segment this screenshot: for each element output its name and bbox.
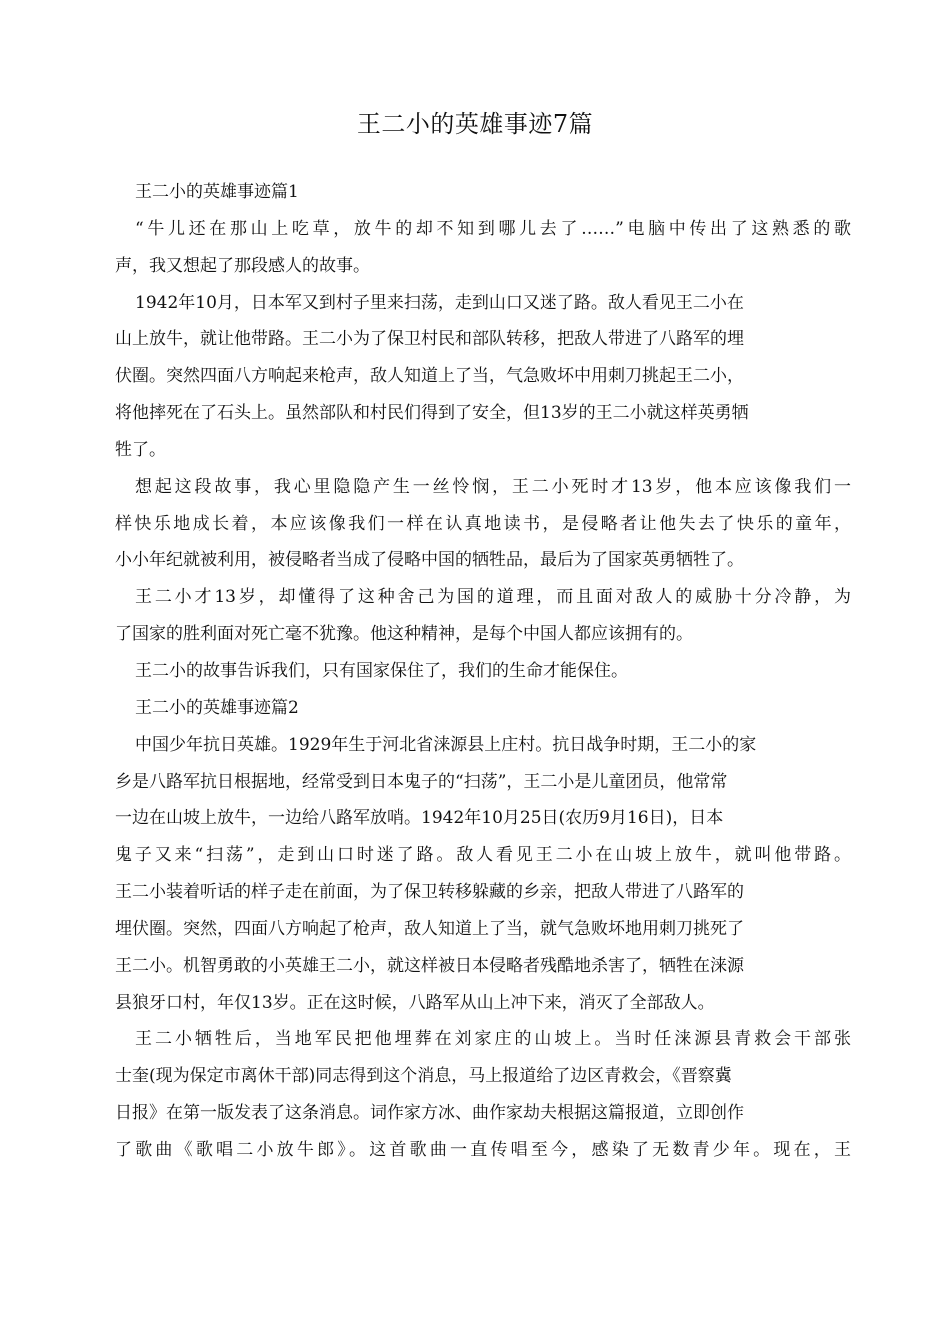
text-line: 埋伏圈。突然，四面八方响起了枪声，敌人知道上了当，就气急败坏地用刺刀挑死了 (115, 918, 744, 939)
text-line: 了国家的胜利面对死亡毫不犹豫。他这种精神，是每个中国人都应该拥有的。 (115, 624, 693, 645)
text-line: 将他摔死在了石头上。虽然部队和村民们得到了安全，但13岁的王二小就这样英勇牺 (115, 403, 749, 424)
text-line: 1942年10月，日本军又到村子里来扫荡，走到山口又迷了路。敌人看见王二小在 (135, 292, 744, 313)
document-body (115, 174, 851, 1169)
text-line: 牲了。 (115, 439, 166, 460)
text-line: 声，我又想起了那段感人的故事。 (115, 255, 370, 276)
text-line: 一边在山坡上放牛，一边给八路军放哨。1942年10月25日(农历9月16日)，日本 (115, 808, 724, 829)
text-line: 中国少年抗日英雄。1929年生于河北省涞源县上庄村。抗日战争时期，王二小的家 (135, 734, 757, 755)
text-line: 乡是八路军抗日根据地，经常受到日本鬼子的“扫荡”，王二小是儿童团员，他常常 (115, 771, 728, 792)
text-line: 了歌曲《歌唱二小放牛郎》。这首歌曲一直传唱至今，感染了无数青少年。现在，王 (115, 1139, 851, 1160)
text-line: 王二小的英雄事迹篇1 (135, 182, 299, 202)
text-line: 士奎(现为保定市离休干部)同志得到这个消息，马上报道给了边区青救会，《晋察冀 (115, 1066, 732, 1087)
text-line: 小小年纪就被利用，被侵略者当成了侵略中国的牺牲品，最后为了国家英勇牺牲了。 (115, 550, 744, 571)
text-line: 鬼子又来“扫荡”，走到山口时迷了路。敌人看见王二小在山坡上放牛，就叫他带路。 (115, 845, 851, 866)
text-line: 王二小牺牲后，当地军民把他埋葬在刘家庄的山坡上。当时任涞源县青救会干部张 (135, 1029, 851, 1050)
text-line: 王二小装着听话的样子走在前面，为了保卫转移躲藏的乡亲，把敌人带进了八路军的 (115, 882, 744, 903)
text-line: 王二小的英雄事迹篇2 (135, 697, 299, 718)
text-line: 伏圈。突然四面八方响起来枪声，敌人知道上了当，气急败坏中用刺刀挑起王二小， (115, 366, 744, 387)
text-line: 县狼牙口村，年仅13岁。正在这时候，八路军从山上冲下来，消灭了全部敌人。 (115, 992, 715, 1013)
text-line: 样快乐地成长着，本应该像我们一样在认真地读书，是侵略者让他失去了快乐的童年， (115, 513, 851, 534)
text-line: 日报》在第一版发表了这条消息。词作家方冰、曲作家劫夫根据这篇报道，立即创作 (115, 1103, 744, 1124)
text-line: 王二小才13岁，却懂得了这种舍己为国的道理，而且面对敌人的威胁十分冷静，为 (135, 587, 851, 608)
text-line: 想起这段故事，我心里隐隐产生一丝怜悯，王二小死时才13岁，他本应该像我们一 (135, 476, 851, 497)
text-line: 山上放牛，就让他带路。王二小为了保卫村民和部队转移，把敌人带进了八路军的埋 (115, 329, 744, 350)
text-line: 王二小。机智勇敢的小英雄王二小，就这样被日本侵略者残酷地杀害了，牺牲在涞源 (115, 955, 744, 976)
text-line: “牛儿还在那山上吃草，放牛的却不知到哪儿去了……”电脑中传出了这熟悉的歌 (135, 218, 851, 239)
text-line: 王二小的故事告诉我们，只有国家保住了，我们的生命才能保住。 (135, 660, 628, 681)
document-title: 王二小的英雄事迹7篇 (356, 110, 594, 138)
